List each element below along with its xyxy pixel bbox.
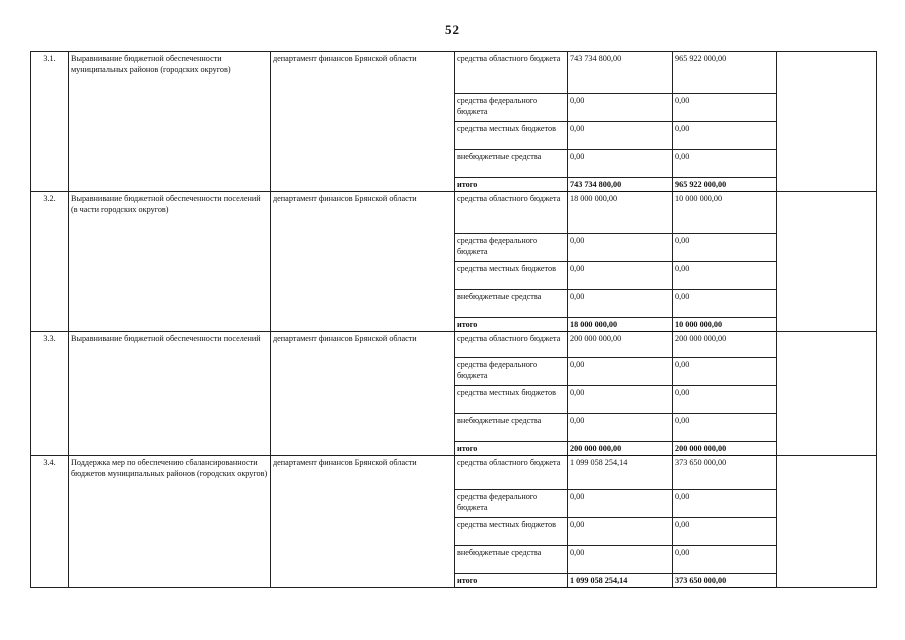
value-year-2: 0,00 xyxy=(673,262,777,290)
value-year-1: 0,00 xyxy=(568,262,673,290)
value-year-1: 0,00 xyxy=(568,290,673,318)
item-department: департамент финансов Брянской области xyxy=(271,456,455,588)
funding-source: средства областного бюджета xyxy=(455,52,568,94)
funding-source: внебюджетные средства xyxy=(455,546,568,574)
empty-cell xyxy=(777,332,877,456)
funding-source: средства федерального бюджета xyxy=(455,490,568,518)
value-year-1: 18 000 000,00 xyxy=(568,192,673,234)
page-number: 52 xyxy=(445,22,460,37)
value-year-2: 0,00 xyxy=(673,122,777,150)
funding-source: внебюджетные средства xyxy=(455,414,568,442)
total-year-1: 18 000 000,00 xyxy=(568,318,673,332)
value-year-1: 0,00 xyxy=(568,490,673,518)
table-row xyxy=(31,192,877,234)
funding-source: внебюджетные средства xyxy=(455,150,568,178)
total-label: итого xyxy=(455,318,568,332)
empty-cell xyxy=(777,192,877,332)
funding-source: внебюджетные средства xyxy=(455,290,568,318)
funding-source: средства областного бюджета xyxy=(455,192,568,234)
total-year-2: 200 000 000,00 xyxy=(673,442,777,456)
table-row xyxy=(31,332,877,358)
value-year-2: 0,00 xyxy=(673,546,777,574)
value-year-2: 10 000 000,00 xyxy=(673,192,777,234)
total-label: итого xyxy=(455,442,568,456)
value-year-1: 200 000 000,00 xyxy=(568,332,673,358)
value-year-1: 0,00 xyxy=(568,150,673,178)
funding-source: средства местных бюджетов xyxy=(455,386,568,414)
value-year-1: 0,00 xyxy=(568,122,673,150)
total-year-2: 965 922 000,00 xyxy=(673,178,777,192)
value-year-2: 0,00 xyxy=(673,414,777,442)
total-label: итого xyxy=(455,178,568,192)
value-year-1: 0,00 xyxy=(568,414,673,442)
empty-cell xyxy=(777,456,877,588)
item-department: департамент финансов Брянской области xyxy=(271,52,455,192)
value-year-2: 0,00 xyxy=(673,490,777,518)
value-year-1: 0,00 xyxy=(568,518,673,546)
total-year-1: 743 734 800,00 xyxy=(568,178,673,192)
value-year-1: 0,00 xyxy=(568,358,673,386)
value-year-1: 0,00 xyxy=(568,94,673,122)
value-year-1: 0,00 xyxy=(568,546,673,574)
value-year-2: 0,00 xyxy=(673,518,777,546)
item-department: департамент финансов Брянской области xyxy=(271,332,455,456)
value-year-2: 373 650 000,00 xyxy=(673,456,777,490)
value-year-2: 0,00 xyxy=(673,234,777,262)
value-year-2: 0,00 xyxy=(673,290,777,318)
item-number: 3.4. xyxy=(31,456,69,588)
budget-table xyxy=(30,51,877,588)
funding-source: средства местных бюджетов xyxy=(455,122,568,150)
empty-cell xyxy=(777,52,877,192)
item-number: 3.1. xyxy=(31,52,69,192)
item-number: 3.3. xyxy=(31,332,69,456)
value-year-2: 0,00 xyxy=(673,386,777,414)
table-row xyxy=(31,52,877,94)
item-name: Выравнивание бюджетной обеспеченности поселений xyxy=(69,332,271,456)
funding-source: средства областного бюджета xyxy=(455,332,568,358)
value-year-2: 200 000 000,00 xyxy=(673,332,777,358)
total-label: итого xyxy=(455,574,568,588)
item-number: 3.2. xyxy=(31,192,69,332)
total-year-2: 10 000 000,00 xyxy=(673,318,777,332)
item-name: Поддержка мер по обеспечению сбалансированности бюджетов муниципальных районов (городских округов) xyxy=(69,456,271,588)
value-year-1: 0,00 xyxy=(568,386,673,414)
funding-source: средства местных бюджетов xyxy=(455,262,568,290)
funding-source: средства областного бюджета xyxy=(455,456,568,490)
item-name: Выравнивание бюджетной обеспеченности муниципальных районов (городских округов) xyxy=(69,52,271,192)
value-year-1: 0,00 xyxy=(568,234,673,262)
value-year-2: 0,00 xyxy=(673,150,777,178)
funding-source: средства федерального бюджета xyxy=(455,234,568,262)
value-year-2: 965 922 000,00 xyxy=(673,52,777,94)
funding-source: средства федерального бюджета xyxy=(455,358,568,386)
value-year-2: 0,00 xyxy=(673,94,777,122)
total-year-1: 200 000 000,00 xyxy=(568,442,673,456)
funding-source: средства федерального бюджета xyxy=(455,94,568,122)
total-year-1: 1 099 058 254,14 xyxy=(568,574,673,588)
value-year-2: 0,00 xyxy=(673,358,777,386)
value-year-1: 743 734 800,00 xyxy=(568,52,673,94)
table-row xyxy=(31,456,877,490)
funding-source: средства местных бюджетов xyxy=(455,518,568,546)
total-year-2: 373 650 000,00 xyxy=(673,574,777,588)
value-year-1: 1 099 058 254,14 xyxy=(568,456,673,490)
item-name: Выравнивание бюджетной обеспеченности поселений (в части городских округов) xyxy=(69,192,271,332)
item-department: департамент финансов Брянской области xyxy=(271,192,455,332)
